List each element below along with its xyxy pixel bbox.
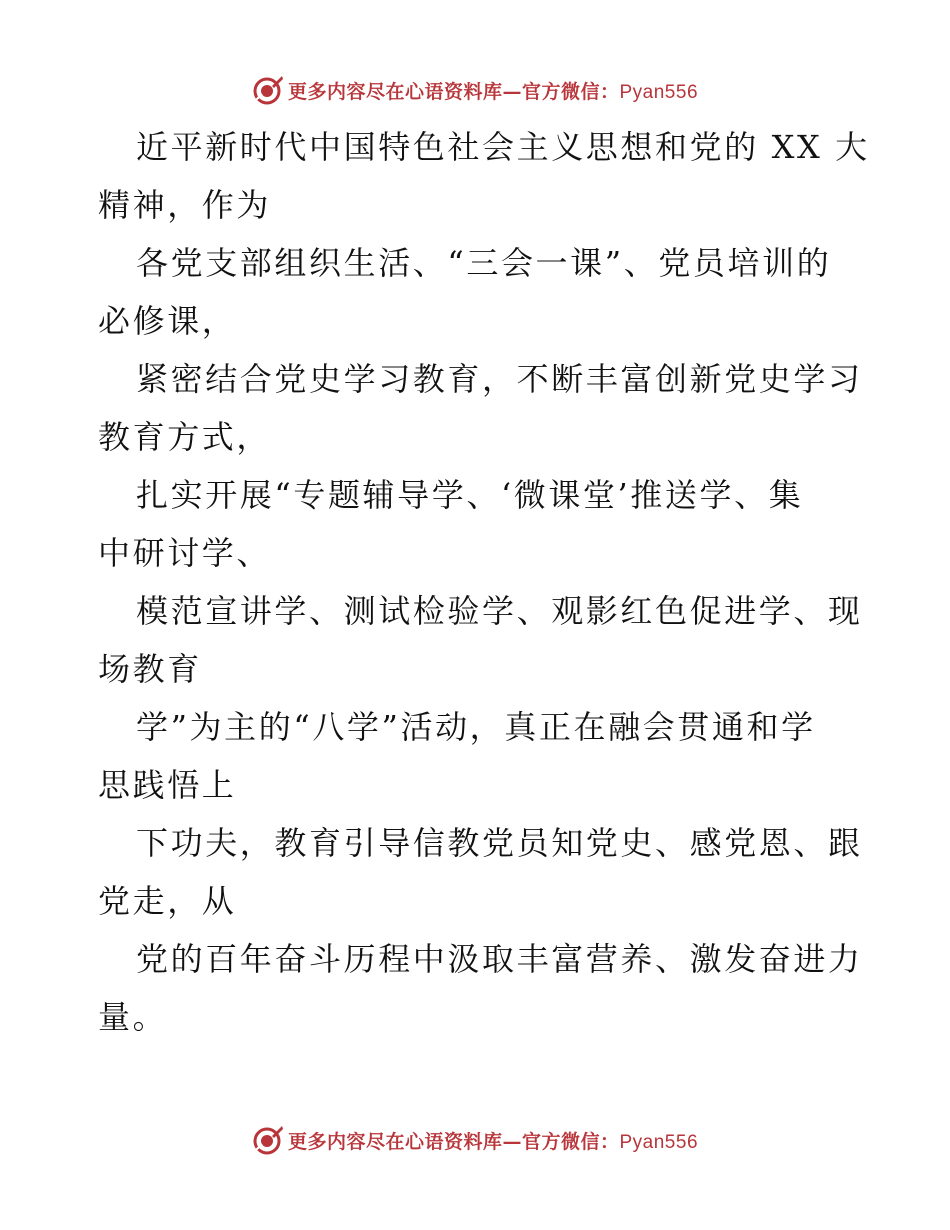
banner-wechat-id: Pyan556 xyxy=(619,81,699,103)
paragraph-line: 量。 xyxy=(98,998,168,1036)
paragraph-line: 模范宣讲学、测试检验学、观影红色促进学、现 xyxy=(136,592,863,630)
paragraph xyxy=(98,234,858,350)
paragraph xyxy=(98,118,870,234)
paragraph xyxy=(98,582,863,698)
paragraph-line: 场教育 xyxy=(98,650,202,688)
paragraph xyxy=(98,930,863,1046)
banner-text xyxy=(288,77,698,104)
paragraph-line: 各党支部组织生活、“三会一课”、党员培训的 xyxy=(136,244,832,282)
paragraph-line: 必修课， xyxy=(98,302,237,340)
banner-text-cn: 更多内容尽在心语资料库—官方微信： xyxy=(287,1130,620,1153)
header-banner xyxy=(0,70,950,110)
paragraph-line: 精神，作为 xyxy=(98,186,272,224)
paragraph-line: 党走，从 xyxy=(98,882,237,920)
banner-text xyxy=(288,1127,698,1154)
paragraph xyxy=(98,814,863,930)
logo-icon xyxy=(252,74,284,106)
paragraph-line: 思践悟上 xyxy=(98,766,237,804)
banner-text-cn: 更多内容尽在心语资料库—官方微信： xyxy=(287,80,620,103)
paragraph-line: 紧密结合党史学习教育，不断丰富创新党史学习 xyxy=(136,360,863,398)
logo-icon xyxy=(252,1124,284,1156)
paragraph-line: 中研讨学、 xyxy=(98,534,272,572)
paragraph-line: 教育方式， xyxy=(98,418,272,456)
document-body xyxy=(98,118,870,1046)
banner-wechat-id: Pyan556 xyxy=(619,1131,699,1153)
paragraph-line: 党的百年奋斗历程中汲取丰富营养、激发奋进力 xyxy=(136,940,863,978)
paragraph-line: 学”为主的“八学”活动，真正在融会贯通和学 xyxy=(136,708,816,746)
paragraph xyxy=(98,350,863,466)
paragraph-line: 近平新时代中国特色社会主义思想和党的 XX 大 xyxy=(136,128,870,166)
footer-banner xyxy=(0,1120,950,1160)
paragraph-line: 扎实开展“专题辅导学、‘微课堂’推送学、集 xyxy=(136,476,804,514)
paragraph xyxy=(98,698,858,814)
paragraph-line: 下功夫，教育引导信教党员知党史、感党恩、跟 xyxy=(136,824,863,862)
paragraph xyxy=(98,466,858,582)
